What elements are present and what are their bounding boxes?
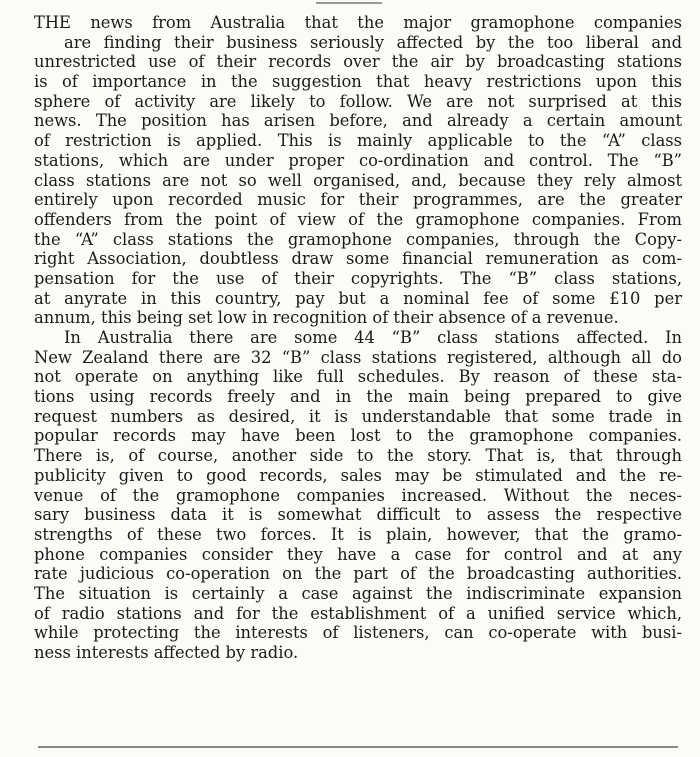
article-line: There is, of course, another side to the story. That is, that through: [34, 446, 682, 466]
article-line: is of importance in the suggestion that heavy restrictions upon this: [34, 72, 682, 92]
article-line: publicity given to good records, sales may be stimulated and the re-: [34, 465, 682, 485]
article-line: rate judicious co-operation on the part of the broadcasting authorities.: [34, 564, 682, 584]
article-line: class stations are not so well organised, and, because they rely almost: [34, 170, 682, 190]
top-rule: [316, 2, 382, 4]
article-line: stations, which are under proper co-ordination and control. The “B”: [34, 150, 682, 170]
article-line: tions using records freely and in the main being prepared to give: [34, 387, 682, 407]
article-line: while protecting the interests of listeners, can co-operate with busi-: [34, 623, 682, 643]
article-line: the “A” class stations the gramophone companies, through the Copy-: [34, 229, 682, 249]
article-line: sphere of activity are likely to follow. We are not surprised at this: [34, 91, 682, 111]
article-line: are finding their business seriously affected by the too liberal and: [64, 32, 682, 52]
article-line: In Australia there are some 44 “B” class stations affected. In: [64, 328, 682, 347]
article-line: right Association, doubtless draw some financial remuneration as com-: [34, 249, 682, 269]
article-line: of restriction is applied. This is mainly applicable to the “A” class: [34, 131, 682, 151]
article-line: pensation for the use of their copyrights. The “B” class stations,: [34, 268, 682, 288]
article-line: unrestricted use of their records over the air by broadcasting stations: [34, 52, 682, 72]
bottom-rule: [38, 746, 678, 748]
article-line: not operate on anything like full schedules. By reason of these sta-: [34, 367, 682, 387]
article-line: New Zealand there are 32 “B” class stations registered, although all do: [34, 347, 682, 367]
article-line: strengths of these two forces. It is plain, however, that the gramo-: [34, 524, 682, 544]
article-line: sary business data it is somewhat difficult to assess the respective: [34, 505, 682, 525]
article-body: [34, 13, 682, 663]
article-line: entirely upon recorded music for their programmes, are the greater: [34, 190, 682, 210]
article-line: news. The position has arisen before, and already a certain amount: [34, 111, 682, 131]
article-line: ness interests affected by radio.: [34, 643, 299, 662]
article-line: at anyrate in this country, pay but a nominal fee of some £10 per: [34, 288, 682, 308]
paragraph-2: [34, 328, 682, 663]
article-line: of radio stations and for the establishment of a unified service which,: [34, 603, 682, 623]
article-line: phone companies consider they have a case for control and at any: [34, 544, 682, 564]
paragraph-1: [34, 13, 682, 328]
article-line: The situation is certainly a case against the indiscriminate expansion: [34, 583, 682, 603]
article-line: venue of the gramophone companies increased. Without the neces-: [34, 485, 682, 505]
article-line: popular records may have been lost to the gramophone companies.: [34, 426, 682, 446]
article-line: request numbers as desired, it is understandable that some trade in: [34, 406, 682, 426]
article-line: offenders from the point of view of the gramophone companies. From: [34, 209, 682, 229]
article-line: annum, this being set low in recognition of their absence of a revenue.: [34, 308, 619, 328]
article-line: THE news from Australia that the major gramophone companies: [34, 13, 682, 32]
